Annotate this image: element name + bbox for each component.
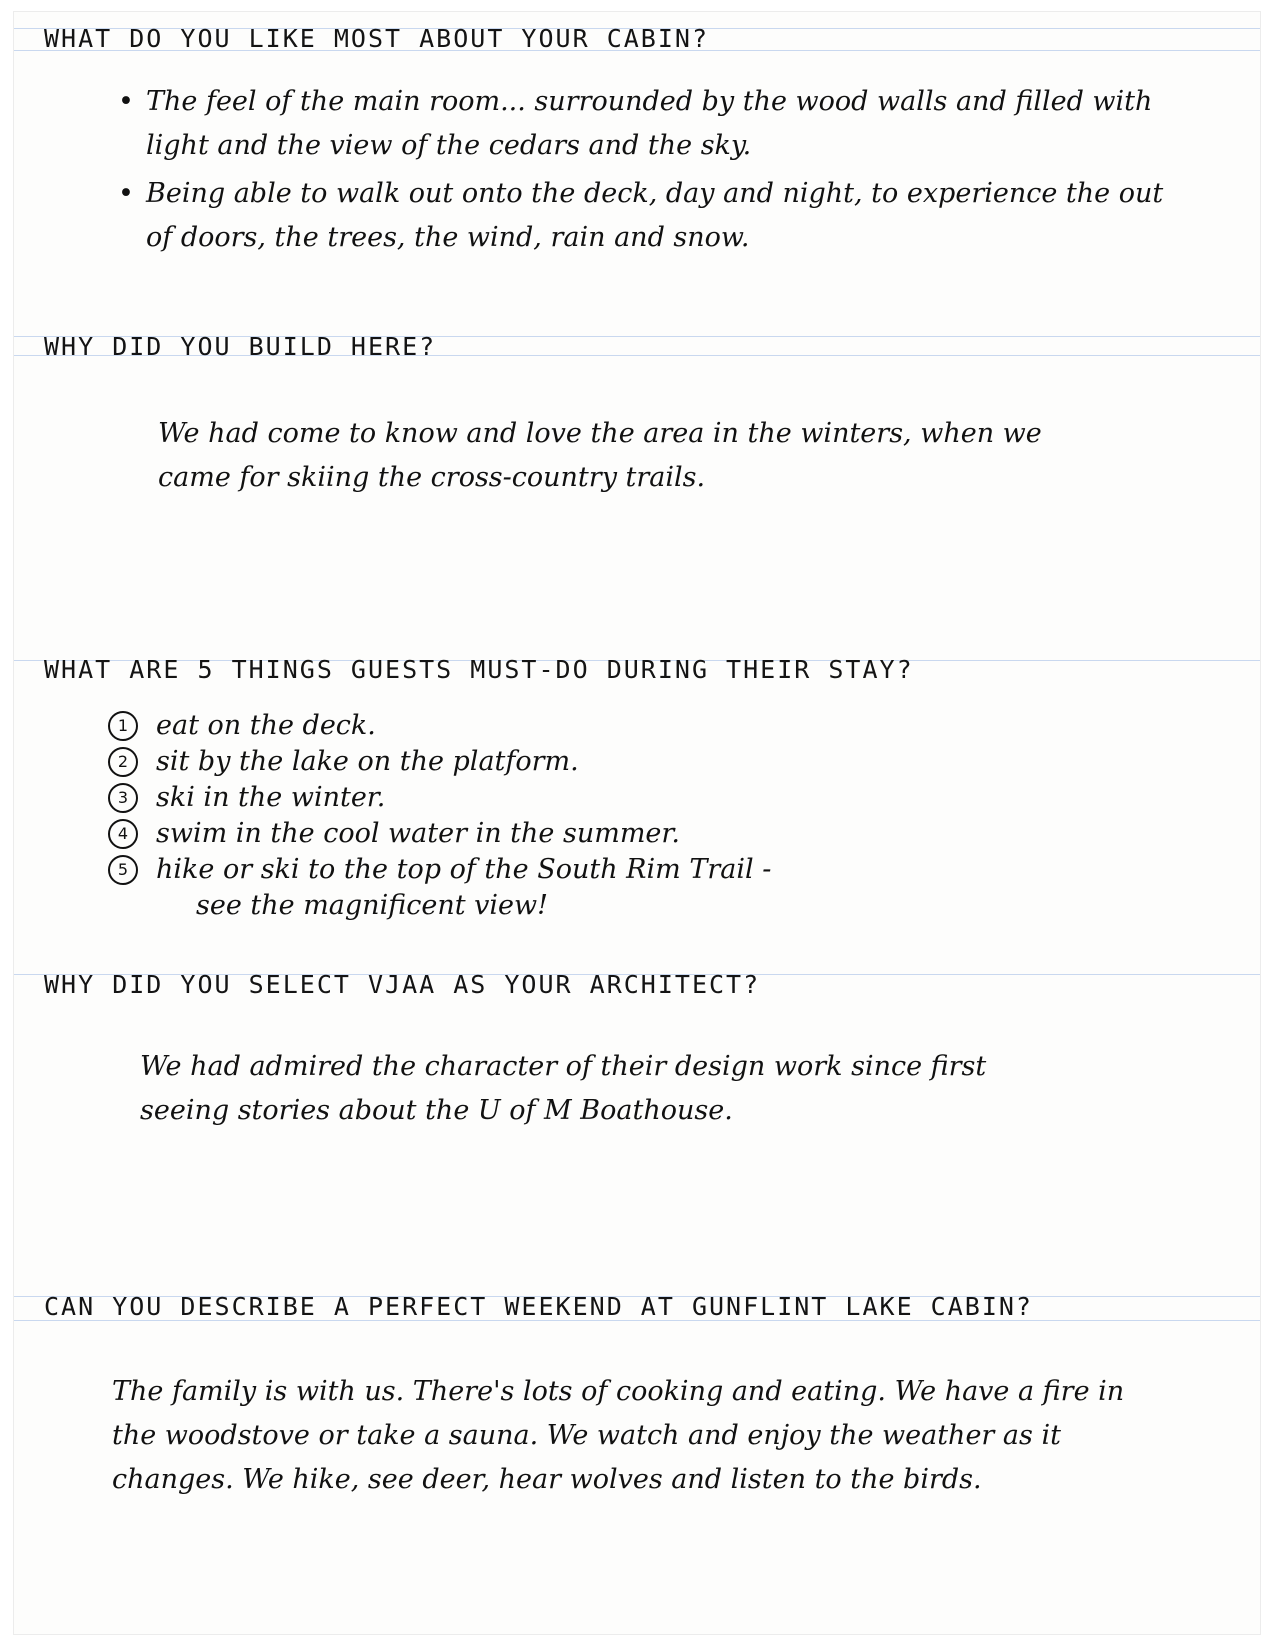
list-item-text: eat on the deck. <box>156 710 376 741</box>
question-why-build-here: WHY DID YOU BUILD HERE? <box>44 332 437 361</box>
bullet-dot-icon: • <box>118 178 134 209</box>
answer-five-things <box>108 708 1108 924</box>
question-why-vjaa: WHY DID YOU SELECT VJAA AS YOUR ARCHITECT? <box>44 970 761 999</box>
bullet-item <box>118 172 1198 260</box>
list-item <box>108 816 1108 852</box>
answer-like-most <box>118 80 1198 264</box>
list-item <box>108 708 1108 744</box>
circled-number: 4 <box>108 819 138 849</box>
list-item-text: ski in the winter. <box>156 782 386 813</box>
list-item-text: sit by the lake on the platform. <box>156 746 579 777</box>
bullet-text: The feel of the main room... surrounded by the wood walls and filled with light and the view of the cedars and the sky. <box>146 86 1153 161</box>
circled-number: 3 <box>108 783 138 813</box>
bullet-text: Being able to walk out onto the deck, day and night, to experience the out of doors, the trees, the wind, rain and snow. <box>146 178 1164 253</box>
question-perfect-weekend: CAN YOU DESCRIBE A PERFECT WEEKEND AT GUNFLINT LAKE CABIN? <box>44 1292 1033 1321</box>
circled-number: 1 <box>108 711 138 741</box>
answer-why-build-here: We had come to know and love the area in the winters, when we came for skiing the cross-country trails. <box>158 418 1042 493</box>
list-item <box>108 744 1108 780</box>
bullet-item <box>118 80 1198 168</box>
question-five-things: WHAT ARE 5 THINGS GUESTS MUST-DO DURING THEIR STAY? <box>44 655 914 684</box>
list-item-text: hike or ski to the top of the South Rim Trail - <box>156 854 772 885</box>
list-item-continuation: see the magnificent view! <box>196 890 548 921</box>
answer-why-vjaa: We had admired the character of their design work since first seeing stories about the U of M Boathouse. <box>140 1051 987 1126</box>
circled-number: 2 <box>108 747 138 777</box>
bullet-dot-icon: • <box>118 86 134 117</box>
list-item <box>108 780 1108 816</box>
answer-perfect-weekend: The family is with us. There's lots of cooking and eating. We have a fire in the woodstove or take a sauna. We watch and enjoy the weather as it changes. We hike, see deer, hear wolves and listen to the birds. <box>112 1376 1125 1495</box>
question-like-most: WHAT DO YOU LIKE MOST ABOUT YOUR CABIN? <box>44 24 709 53</box>
list-item <box>108 852 1108 924</box>
list-item-text: swim in the cool water in the summer. <box>156 818 680 849</box>
circled-number: 5 <box>108 855 138 885</box>
